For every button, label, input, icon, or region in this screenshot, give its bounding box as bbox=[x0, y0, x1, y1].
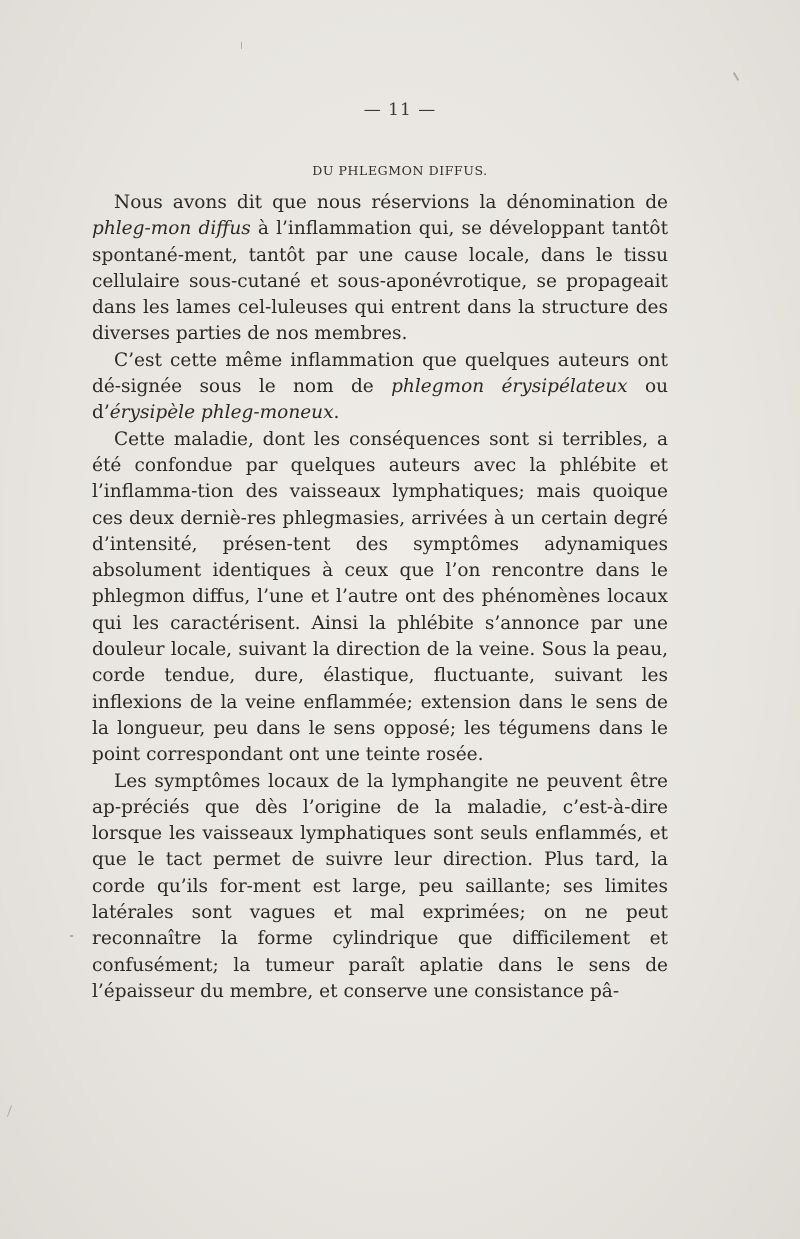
paragraph-1 bbox=[92, 190, 668, 348]
paragraph-2 bbox=[92, 348, 668, 427]
text-run: ou d’ bbox=[92, 376, 668, 424]
text-run: Les symptômes locaux de la lymphangite ne peuvent être ap-préciés que dès l’origine de la maladie, c’est-à-dire lorsque les vaisseaux lymphatiques sont seuls enflammés, et que le tact permet de suivre leur direction. Plus tard, la corde qu’ils for-ment est large, peu saillante; ses limites latérales sont vagues et mal exprimées; on ne peut reconnaître la forme cylindrique que difficilement et confusément; la tumeur paraît aplatie dans le sens de l’épaisseur du membre, et conserve une consistance pâ- bbox=[92, 770, 668, 1002]
paragraph-4 bbox=[92, 769, 668, 1006]
paper-speck bbox=[733, 72, 739, 81]
italic-term: phlegmon érysipélateux bbox=[391, 376, 628, 398]
body-text bbox=[92, 190, 668, 1005]
text-run: Nous avons dit que nous réservions la dénomination de bbox=[114, 192, 668, 213]
page-number: — 11 — bbox=[363, 100, 437, 120]
text-run: . bbox=[333, 402, 340, 424]
text-run: à l’inflammation qui, se développant tantôt spontané-ment, tantôt par une cause locale, dans le tissu cellulaire sous-cutané et sous-aponévrotique, se propageait dans les lames cel-luleuses qui entrent dans la structure des diverses parties de nos membres. bbox=[92, 218, 669, 345]
paragraph-3 bbox=[92, 427, 668, 769]
paper-speck bbox=[7, 1105, 12, 1117]
text-run: C’est cette même inflammation que quelques auteurs ont dé-signée sous le nom de bbox=[92, 349, 668, 398]
paper-speck bbox=[70, 935, 73, 937]
italic-term: érysipèle phleg-moneux bbox=[109, 402, 334, 424]
text-run: Cette maladie, dont les conséquences sont si terribles, a été confondue par quelques auteurs avec la phlébite et l’inflamma-tion des vaisseaux lymphatiques; mais quoique ces deux derniè-res phlegmasies, arrivées à un certain degré d’intensité, présen-tent des symptômes adynamiques absolument identiques à ceux que l’on rencontre dans le phlegmon diffus, l’une et l’autre ont des phénomènes locaux qui les caractérisent. Ainsi la phlébite s’annonce par une douleur locale, suivant la direction de la veine. Sous la peau, corde tendue, dure, élastique, fluctuante, suivant les inflexions de la veine enflammée; extension dans le sens de la longueur, peu dans le sens opposé; les tégumens dans le point correspondant ont une teinte rosée. bbox=[92, 428, 668, 766]
italic-term: phleg-mon diffus bbox=[92, 218, 251, 240]
paper-speck bbox=[241, 42, 242, 49]
section-heading: DU PHLEGMON DIFFUS. bbox=[312, 163, 488, 178]
